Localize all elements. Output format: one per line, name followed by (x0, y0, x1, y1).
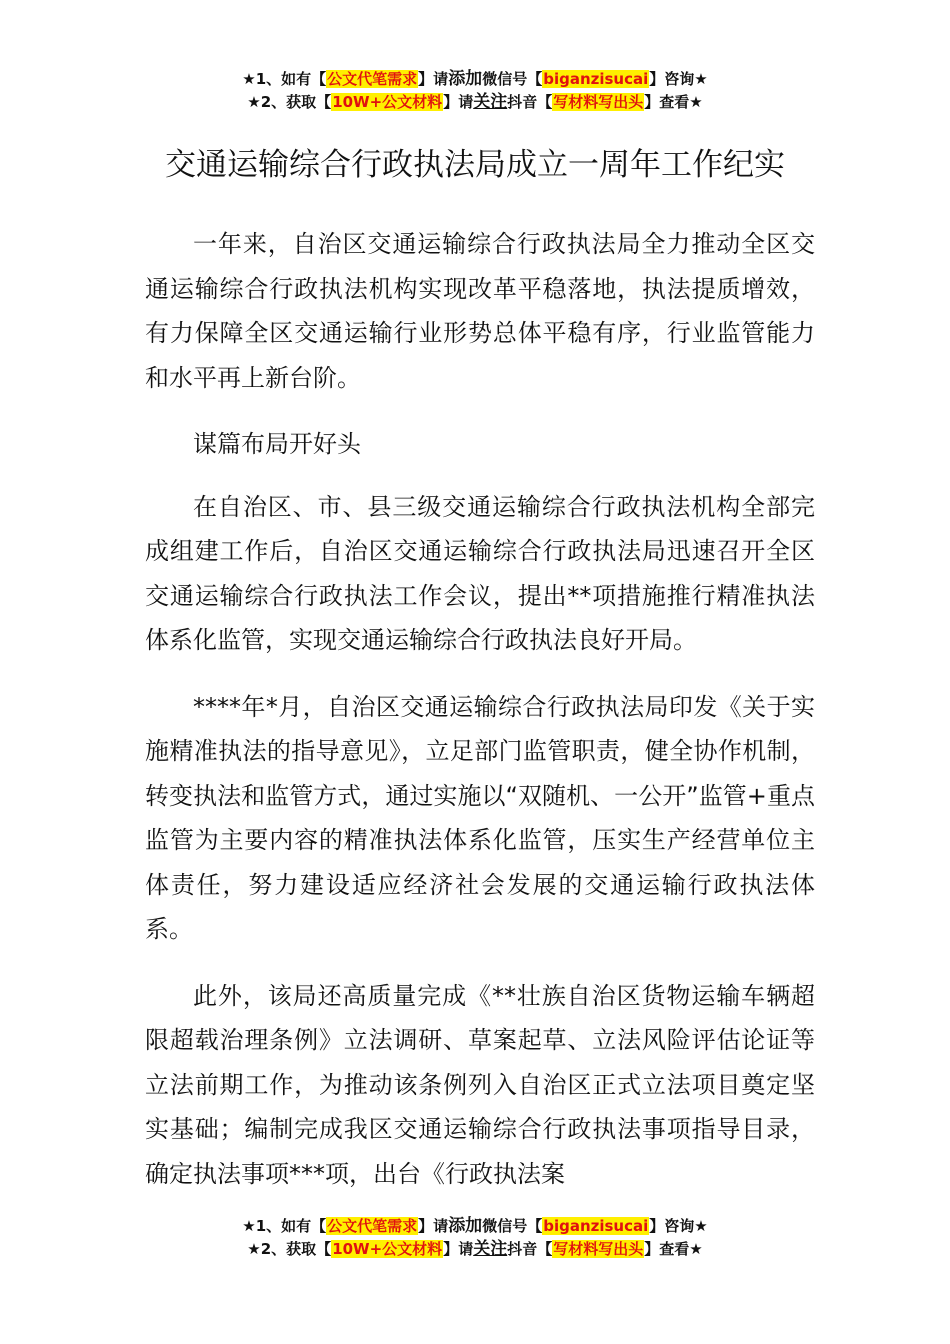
section-heading: 谋篇布局开好头 (193, 430, 361, 458)
banner-text: 抖音【 (507, 93, 553, 111)
banner-highlight: 写材料写出头 (553, 93, 644, 111)
top-banner (0, 68, 950, 114)
banner-text: 】咨询★ (649, 1217, 708, 1235)
banner-emphasis: 添加 (448, 69, 483, 89)
banner-line-1 (0, 1215, 950, 1238)
banner-line-2 (0, 1238, 950, 1261)
paragraph: 一年来，自治区交通运输综合行政执法局全力推动全区交通运输综合行政执法机构实现改革平稳落地，执法提质增效，有力保障全区交通运输行业形势总体平稳有序，行业监管能力和水平再上新台阶。 (145, 230, 815, 392)
document-title: 交通运输综合行政执法局成立一周年工作纪实 (165, 146, 785, 183)
banner-highlight: biganzisucai (543, 70, 649, 88)
banner-text: 抖音【 (507, 1240, 553, 1258)
banner-text: 】请 (443, 1240, 474, 1258)
banner-highlight: 10W+公文材料 (332, 1240, 443, 1258)
banner-text: 】请 (418, 1217, 449, 1235)
document-body (145, 222, 815, 1218)
banner-highlight: 公文代笔需求 (327, 1217, 418, 1235)
paragraph: 在自治区、市、县三级交通运输综合行政执法机构全部完成组建工作后，自治区交通运输综合行政执法局迅速召开全区交通运输综合行政执法工作会议，提出**项措施推行精准执法体系化监管，实现交通运输综合行政执法良好开局。 (145, 492, 815, 654)
banner-text: ★2、获取【 (247, 1240, 332, 1258)
paragraph: 此外，该局还高质量完成《**壮族自治区货物运输车辆超限超载治理条例》立法调研、草案起草、立法风险评估论证等立法前期工作，为推动该条例列入自治区正式立法项目奠定坚实基础；编制完成我区交通运输综合行政执法事项指导目录，确定执法事项***项，出台《行政执法案 (145, 981, 815, 1188)
banner-highlight: 公文代笔需求 (327, 70, 418, 88)
banner-text: 】查看★ (644, 1240, 703, 1258)
banner-text: 微信号【 (482, 70, 543, 88)
banner-emphasis: 关注 (473, 92, 508, 112)
banner-emphasis: 添加 (448, 1216, 483, 1236)
banner-highlight: 写材料写出头 (553, 1240, 644, 1258)
banner-text: ★1、如有【 (242, 1217, 327, 1235)
paragraph: ****年*月，自治区交通运输综合行政执法局印发《关于实施精准执法的指导意见》，立足部门监管职责，健全协作机制，转变执法和监管方式，通过实施以“双随机、一公开”监管+重点监管为主要内容的精准执法体系化监管，压实生产经营单位主体责任，努力建设适应经济社会发展的交通运输行政执法体系。 (145, 692, 815, 943)
banner-text: 】请 (443, 93, 474, 111)
banner-text: 】查看★ (644, 93, 703, 111)
banner-text: ★1、如有【 (242, 70, 327, 88)
banner-line-2 (0, 91, 950, 114)
banner-text: 微信号【 (482, 1217, 543, 1235)
banner-text: 】请 (418, 70, 449, 88)
banner-highlight: 10W+公文材料 (332, 93, 443, 111)
banner-text: 】咨询★ (649, 70, 708, 88)
bottom-banner (0, 1215, 950, 1261)
banner-line-1 (0, 68, 950, 91)
banner-emphasis: 关注 (473, 1239, 508, 1259)
banner-highlight: biganzisucai (543, 1217, 649, 1235)
banner-text: ★2、获取【 (247, 93, 332, 111)
